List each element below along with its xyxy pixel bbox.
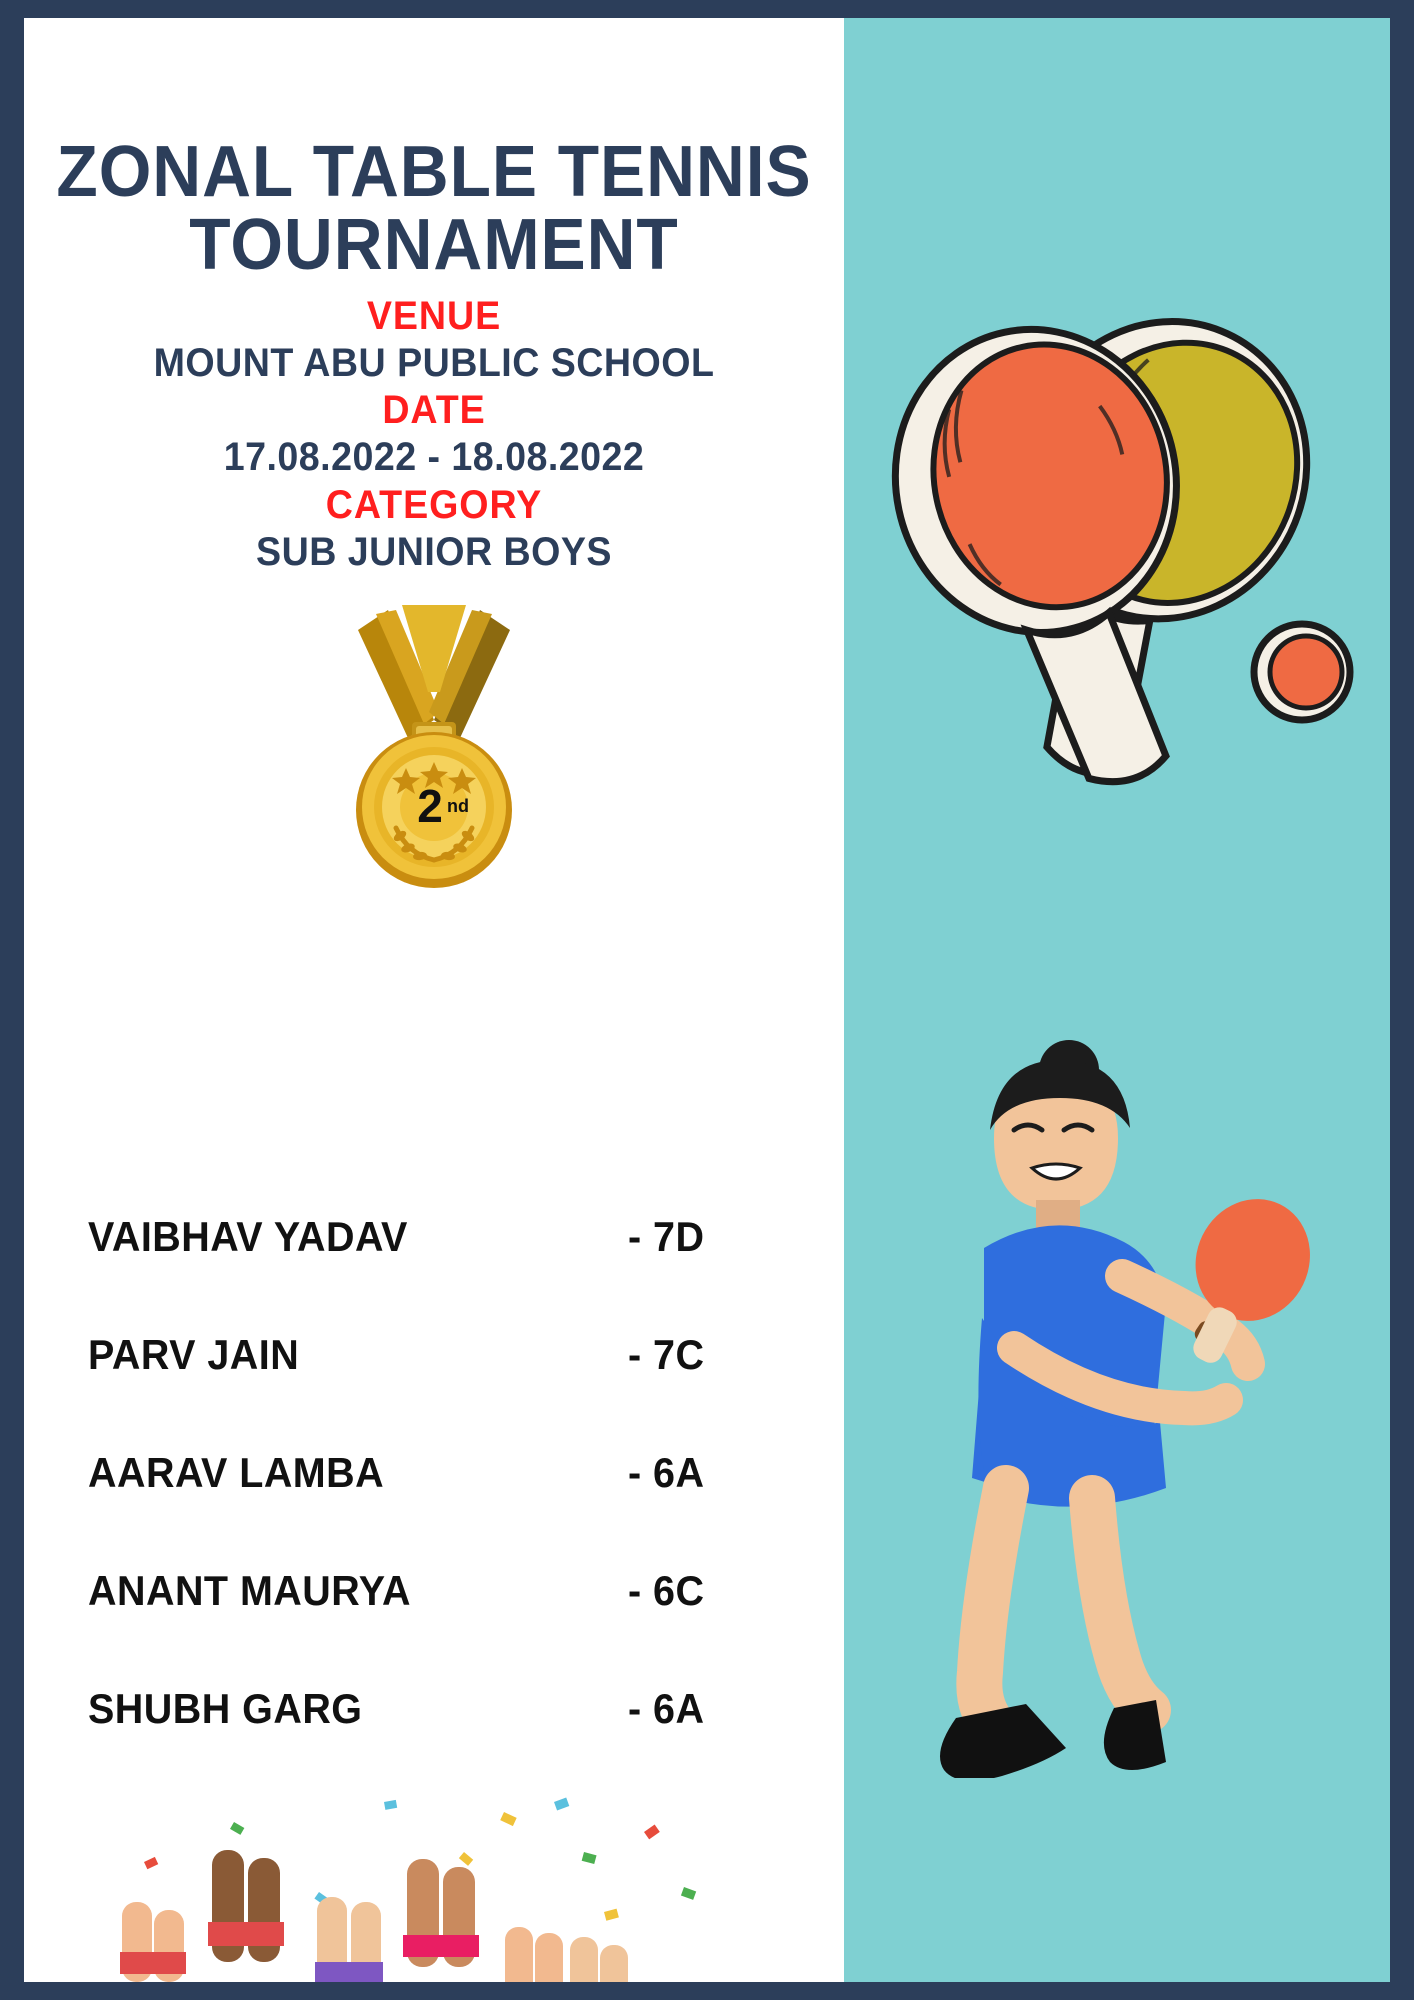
poster [24,18,1390,1982]
participant-name: PARV JAIN [88,1331,300,1378]
title-block [24,18,844,286]
participants-list [24,1213,844,1803]
date-label: DATE [382,388,486,433]
participant-class: - 6A [628,1685,705,1732]
list-item [24,1449,844,1567]
participant-name: VAIBHAV YADAV [88,1213,408,1260]
table-tennis-player-illustration [864,1018,1364,1778]
medal-place-number: 2 [417,780,443,832]
list-item [24,1685,844,1803]
participant-class: - 6A [628,1449,705,1496]
participant-name: AARAV LAMBA [88,1449,385,1496]
list-item [24,1213,844,1331]
poster-right-column [844,18,1390,1982]
category-value: SUB JUNIOR BOYS [256,529,612,574]
page-title: ZONAL TABLE TENNIS TOURNAMENT [56,132,812,286]
medal-place-suffix: nd [447,796,469,816]
table-tennis-paddles-icon [854,268,1390,828]
venue-label: VENUE [366,293,502,338]
event-details [24,293,844,576]
participant-class: - 7C [628,1331,705,1378]
participant-name: ANANT MAURYA [88,1567,411,1614]
category-label: CATEGORY [325,482,543,527]
date-value: 17.08.2022 - 18.08.2022 [223,435,645,480]
poster-left-column [24,18,844,1982]
cheering-hands-illustration [84,1792,734,1982]
list-item [24,1567,844,1685]
venue-value: MOUNT ABU PUBLIC SCHOOL [153,341,715,386]
participant-class: - 6C [628,1567,705,1614]
list-item [24,1331,844,1449]
participant-class: - 7D [628,1213,705,1260]
medal-icon [284,600,584,890]
medal-wrap [24,600,844,890]
participant-name: SHUBH GARG [88,1685,363,1732]
